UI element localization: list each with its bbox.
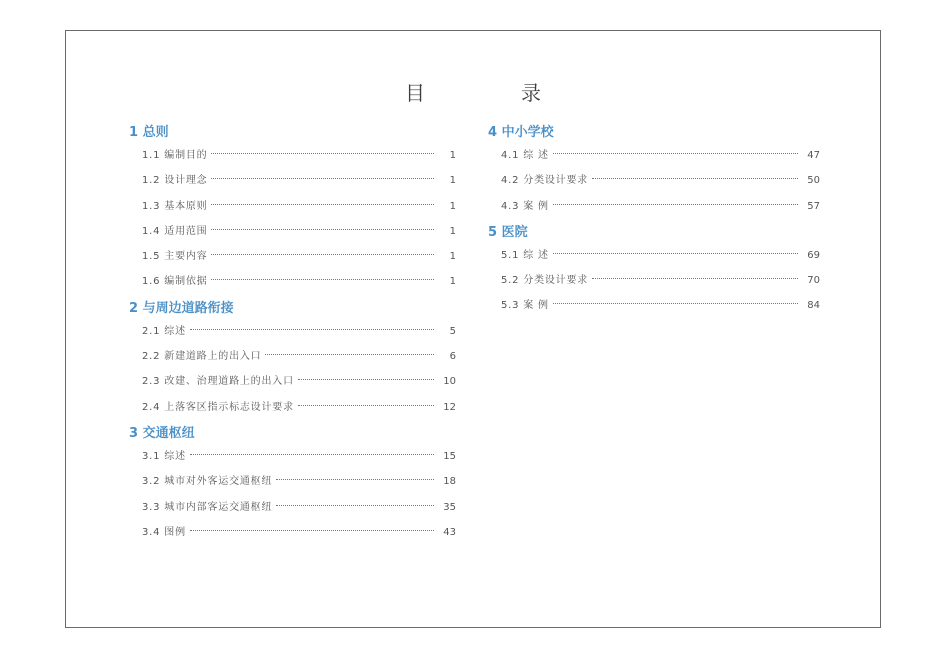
toc-entry[interactable]	[488, 268, 820, 293]
toc-entry-label: 1.6 编制依据	[142, 276, 208, 288]
dot-leader	[298, 379, 434, 380]
toc-entry-page: 35	[443, 501, 456, 513]
toc-entry-label: 3.3 城市内部客运交通枢纽	[142, 501, 273, 513]
toc-entry-label: 1.5 主要内容	[142, 251, 208, 263]
toc-entry-label: 1.3 基本原则	[142, 200, 208, 212]
toc-entry[interactable]	[129, 444, 456, 469]
toc-entry-label: 2.4 上落客区指示标志设计要求	[142, 401, 294, 413]
toc-entry-page: 5	[449, 325, 456, 337]
toc-entry-label: 4.2 分类设计要求	[501, 175, 589, 187]
dot-leader	[265, 354, 434, 355]
toc-entry-page: 1	[449, 225, 456, 237]
dot-leader	[190, 329, 434, 330]
toc-entry-label: 1.1 编制目的	[142, 150, 208, 161]
toc-entry-label: 3.4 图例	[142, 526, 186, 538]
toc-entry-page: 1	[449, 175, 456, 187]
section-heading: 2 与周边道路衔接	[129, 300, 234, 316]
toc-entry-page: 1	[449, 251, 456, 263]
toc-entry-page: 1	[449, 150, 456, 161]
toc-entry-page: 1	[449, 200, 456, 212]
section-heading: 1 总则	[129, 125, 169, 140]
toc-entry-page: 12	[443, 401, 456, 413]
toc-entry[interactable]	[129, 395, 456, 420]
toc-entry-label: 5.2 分类设计要求	[501, 275, 589, 287]
toc-entry-page: 15	[443, 450, 456, 462]
dot-leader	[592, 278, 798, 279]
toc-entry-page: 84	[807, 300, 820, 312]
toc-entry[interactable]	[129, 369, 456, 394]
toc-entry-page: 69	[807, 249, 820, 261]
toc-entry-label: 4.3 案 例	[501, 200, 549, 212]
toc-entry-page: 18	[443, 476, 456, 488]
toc-entry-label: 3.2 城市对外客运交通枢纽	[142, 476, 273, 488]
dot-leader	[211, 178, 434, 179]
toc-entry-label: 2.2 新建道路上的出入口	[142, 351, 262, 363]
dot-leader	[276, 479, 434, 480]
toc-entry-page: 50	[807, 175, 820, 187]
section-heading: 3 交通枢纽	[129, 425, 195, 441]
toc-entry[interactable]	[488, 243, 820, 268]
toc-entry-label: 2.1 综述	[142, 325, 186, 337]
toc-entry-label: 1.2 设计理念	[142, 175, 208, 187]
dot-leader	[276, 505, 434, 506]
toc-entry[interactable]	[129, 244, 456, 269]
toc-entry-page: 6	[449, 351, 456, 363]
toc-entry-label: 4.1 综 述	[501, 150, 549, 161]
page-title: 目 录	[405, 81, 579, 105]
toc-entry-page: 47	[807, 150, 820, 161]
toc-entry[interactable]	[129, 143, 456, 168]
toc-entry[interactable]	[129, 168, 456, 193]
toc-entry[interactable]	[129, 495, 456, 520]
page-frame	[65, 30, 881, 628]
dot-leader	[190, 530, 434, 531]
dot-leader	[211, 153, 434, 154]
toc-right-column	[488, 123, 820, 319]
toc-entry[interactable]	[129, 319, 456, 344]
toc-entry[interactable]	[129, 269, 456, 294]
toc-entry[interactable]	[129, 219, 456, 244]
toc-entry-label: 2.3 改建、治理道路上的出入口	[142, 376, 294, 388]
toc-entry-page: 70	[807, 275, 820, 287]
toc-entry-label: 3.1 综述	[142, 450, 186, 462]
dot-leader	[190, 454, 434, 455]
dot-leader	[553, 303, 798, 304]
toc-entry-label: 5.1 综 述	[501, 249, 549, 261]
toc-entry[interactable]	[129, 194, 456, 219]
toc-entry-page: 43	[443, 526, 456, 538]
toc-entry[interactable]	[488, 194, 820, 219]
toc-entry-label: 5.3 案 例	[501, 300, 549, 312]
toc-entry-page: 10	[443, 376, 456, 388]
dot-leader	[553, 153, 798, 154]
dot-leader	[211, 254, 434, 255]
toc-entry[interactable]	[129, 520, 456, 545]
toc-entry[interactable]	[129, 469, 456, 494]
toc-entry-page: 1	[449, 276, 456, 288]
dot-leader	[211, 229, 434, 230]
dot-leader	[298, 405, 434, 406]
toc-entry-label: 1.4 适用范围	[142, 225, 208, 237]
dot-leader	[553, 204, 798, 205]
toc-entry[interactable]	[488, 143, 820, 168]
section-heading: 5 医院	[488, 224, 528, 240]
section-heading: 4 中小学校	[488, 125, 554, 140]
toc-entry[interactable]	[129, 344, 456, 369]
toc-entry[interactable]	[488, 168, 820, 193]
dot-leader	[211, 279, 434, 280]
toc-entry[interactable]	[488, 293, 820, 318]
dot-leader	[211, 204, 434, 205]
toc-entry-page: 57	[807, 200, 820, 212]
dot-leader	[592, 178, 798, 179]
dot-leader	[553, 253, 798, 254]
toc-left-column	[129, 123, 456, 545]
